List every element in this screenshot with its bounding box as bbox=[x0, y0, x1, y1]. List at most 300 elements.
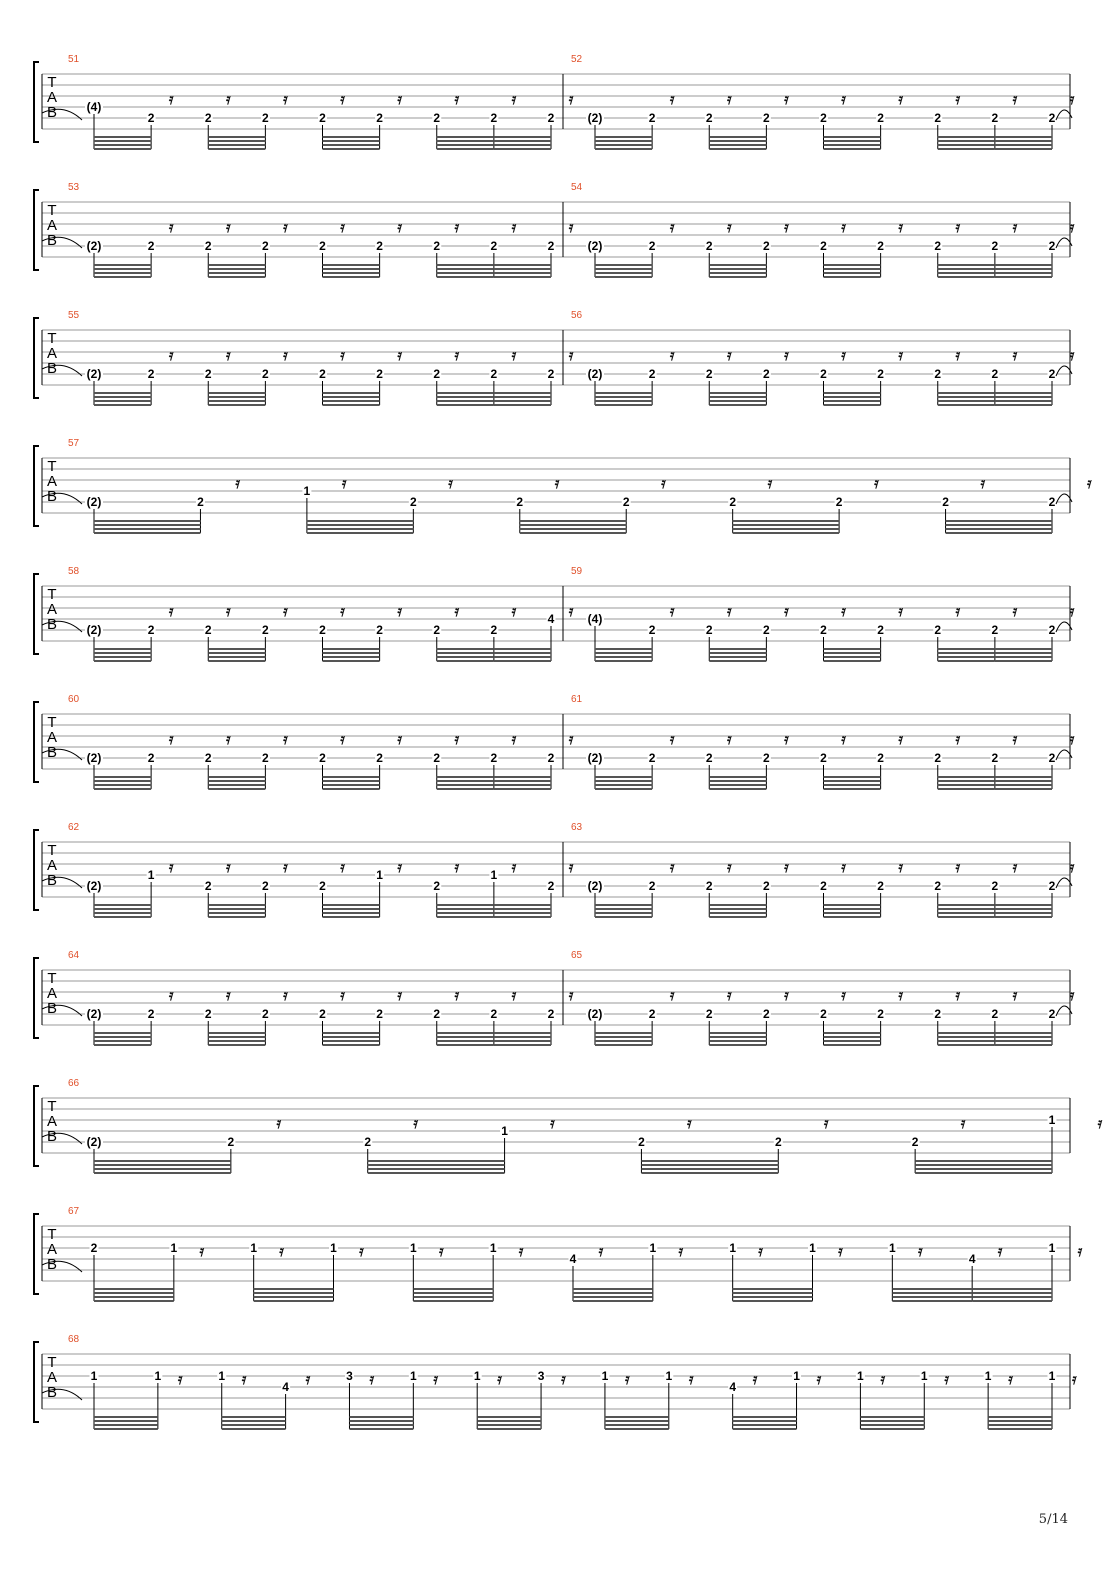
rest-symbol: 𝄿 bbox=[955, 602, 961, 620]
rest-symbol: 𝄿 bbox=[688, 1370, 694, 1388]
rest-symbol: 𝄿 bbox=[550, 1114, 555, 1132]
fret-number: 1 bbox=[218, 1369, 226, 1383]
rest-symbol: 𝄿 bbox=[752, 1370, 758, 1388]
rest-symbol: 𝄿 bbox=[898, 986, 903, 1004]
fret-number: 2 bbox=[433, 879, 441, 893]
rest-symbol: 𝄿 bbox=[898, 858, 903, 876]
fret-number: 2 bbox=[319, 879, 326, 893]
system-bracket bbox=[34, 958, 39, 1038]
fret-number: 2 bbox=[147, 367, 155, 381]
rest-symbol: 𝄿 bbox=[1008, 1370, 1013, 1388]
rest-symbol: 𝄿 bbox=[568, 730, 574, 748]
fret-number: 2 bbox=[648, 751, 656, 765]
measure-number: 54 bbox=[571, 182, 583, 193]
system-bracket bbox=[34, 702, 39, 782]
rest-symbol: 𝄿 bbox=[726, 986, 732, 1004]
fret-number: 2 bbox=[319, 1007, 326, 1021]
measure-number: 58 bbox=[68, 566, 80, 577]
tab-system bbox=[34, 310, 1075, 405]
fret-number: 2 bbox=[1048, 495, 1056, 509]
rest-symbol: 𝄿 bbox=[568, 90, 574, 108]
fret-number: 1 bbox=[90, 1369, 98, 1383]
rest-symbol: 𝄿 bbox=[340, 602, 345, 620]
rest-symbol: 𝄿 bbox=[784, 858, 789, 876]
rest-symbol: 𝄿 bbox=[687, 1114, 692, 1132]
fret-number: 2 bbox=[547, 367, 555, 381]
measure-number: 57 bbox=[68, 438, 80, 449]
rest-symbol: 𝄿 bbox=[397, 858, 402, 876]
rest-symbol: 𝄿 bbox=[511, 730, 517, 748]
rest-symbol: 𝄿 bbox=[448, 474, 453, 492]
rest-symbol: 𝄿 bbox=[1069, 602, 1075, 620]
rest-symbol: 𝄿 bbox=[225, 730, 231, 748]
tab-clef-letter: T bbox=[47, 1226, 57, 1243]
rest-symbol: 𝄿 bbox=[225, 858, 231, 876]
system-bracket bbox=[34, 1214, 39, 1294]
fret-number: 2 bbox=[547, 879, 555, 893]
rest-symbol: 𝄿 bbox=[454, 858, 460, 876]
rest-symbol: 𝄿 bbox=[340, 90, 345, 108]
rest-symbol: 𝄿 bbox=[955, 858, 961, 876]
system-bracket bbox=[34, 1086, 39, 1166]
fret-number: (4) bbox=[86, 100, 102, 114]
tab-system bbox=[34, 1078, 1103, 1173]
fret-number: 2 bbox=[820, 111, 827, 125]
fret-number: 4 bbox=[729, 1380, 737, 1394]
fret-number: 2 bbox=[376, 239, 383, 253]
fret-number: 2 bbox=[820, 751, 827, 765]
fret-number: 1 bbox=[170, 1241, 178, 1255]
rest-symbol: 𝄿 bbox=[1012, 218, 1018, 236]
tab-clef-letter: B bbox=[46, 872, 58, 889]
rest-symbol: 𝄿 bbox=[413, 1114, 418, 1132]
fret-number: (2) bbox=[587, 239, 603, 253]
fret-number: (2) bbox=[86, 495, 102, 509]
tab-clef-letter: T bbox=[47, 842, 57, 859]
fret-number: 2 bbox=[820, 367, 827, 381]
rest-symbol: 𝄿 bbox=[511, 986, 517, 1004]
rest-symbol: 𝄿 bbox=[841, 218, 846, 236]
fret-number: 2 bbox=[942, 495, 949, 509]
fret-number: (2) bbox=[587, 367, 603, 381]
fret-number: 2 bbox=[147, 239, 155, 253]
fret-number: 2 bbox=[820, 879, 827, 893]
fret-number: 2 bbox=[877, 111, 884, 125]
tab-clef-letter: B bbox=[46, 360, 58, 377]
rest-symbol: 𝄿 bbox=[841, 346, 846, 364]
fret-number: 2 bbox=[147, 1007, 155, 1021]
rest-symbol: 𝄿 bbox=[784, 218, 789, 236]
rest-symbol: 𝄿 bbox=[305, 1370, 311, 1388]
rest-symbol: 𝄿 bbox=[397, 90, 402, 108]
rest-symbol: 𝄿 bbox=[1069, 730, 1075, 748]
measure-number: 60 bbox=[68, 694, 80, 705]
rest-symbol: 𝄿 bbox=[241, 1370, 247, 1388]
rest-symbol: 𝄿 bbox=[838, 1242, 843, 1260]
measure-number: 63 bbox=[571, 822, 583, 833]
fret-number: 1 bbox=[1048, 1113, 1056, 1127]
rest-symbol: 𝄿 bbox=[225, 218, 231, 236]
rest-symbol: 𝄿 bbox=[397, 218, 402, 236]
rest-symbol: 𝄿 bbox=[1072, 1370, 1077, 1388]
fret-number: 2 bbox=[364, 1135, 372, 1149]
rest-symbol: 𝄿 bbox=[369, 1370, 375, 1388]
fret-number: 4 bbox=[968, 1252, 976, 1266]
fret-number: 4 bbox=[569, 1252, 577, 1266]
rest-symbol: 𝄿 bbox=[397, 346, 402, 364]
fret-number: 2 bbox=[991, 623, 999, 637]
rest-symbol: 𝄿 bbox=[276, 1114, 282, 1132]
rest-symbol: 𝄿 bbox=[823, 1114, 829, 1132]
rest-symbol: 𝄿 bbox=[1069, 346, 1075, 364]
fret-number: 2 bbox=[705, 879, 713, 893]
rest-symbol: 𝄿 bbox=[784, 602, 789, 620]
fret-number: 2 bbox=[204, 623, 212, 637]
fret-number: 2 bbox=[835, 495, 843, 509]
fret-number: 2 bbox=[877, 879, 884, 893]
tab-system bbox=[34, 1334, 1077, 1429]
tab-system bbox=[34, 694, 1075, 789]
rest-symbol: 𝄿 bbox=[454, 90, 460, 108]
rest-symbol: 𝄿 bbox=[1069, 90, 1075, 108]
fret-number: 2 bbox=[262, 111, 269, 125]
rest-symbol: 𝄿 bbox=[661, 474, 666, 492]
fret-number: 2 bbox=[1048, 623, 1056, 637]
fret-number: 2 bbox=[911, 1135, 919, 1149]
rest-symbol: 𝄿 bbox=[1012, 858, 1018, 876]
rest-symbol: 𝄿 bbox=[1012, 346, 1018, 364]
rest-symbol: 𝄿 bbox=[980, 474, 986, 492]
system-bracket bbox=[34, 830, 39, 910]
rest-symbol: 𝄿 bbox=[568, 986, 574, 1004]
rest-symbol: 𝄿 bbox=[944, 1370, 949, 1388]
rest-symbol: 𝄿 bbox=[726, 218, 732, 236]
rest-symbol: 𝄿 bbox=[454, 730, 460, 748]
rest-symbol: 𝄿 bbox=[669, 730, 675, 748]
fret-number: 2 bbox=[319, 239, 326, 253]
fret-number: 1 bbox=[489, 1241, 497, 1255]
rest-symbol: 𝄿 bbox=[678, 1242, 684, 1260]
rest-symbol: 𝄿 bbox=[225, 346, 231, 364]
fret-number: 2 bbox=[262, 239, 269, 253]
tab-clef-letter: T bbox=[47, 970, 57, 987]
tab-clef-letter: A bbox=[46, 473, 58, 490]
rest-symbol: 𝄿 bbox=[726, 602, 732, 620]
rest-symbol: 𝄿 bbox=[283, 730, 288, 748]
fret-number: 2 bbox=[991, 879, 999, 893]
fret-number: 2 bbox=[376, 367, 383, 381]
fret-number: 2 bbox=[934, 367, 942, 381]
rest-symbol: 𝄿 bbox=[433, 1370, 438, 1388]
fret-number: 2 bbox=[147, 623, 155, 637]
fret-number: (2) bbox=[86, 879, 102, 893]
fret-number: 2 bbox=[877, 751, 884, 765]
fret-number: 2 bbox=[204, 111, 212, 125]
fret-number: 2 bbox=[409, 495, 417, 509]
fret-number: 1 bbox=[154, 1369, 162, 1383]
rest-symbol: 𝄿 bbox=[168, 218, 174, 236]
fret-number: 2 bbox=[262, 623, 269, 637]
rest-symbol: 𝄿 bbox=[168, 730, 174, 748]
rest-symbol: 𝄿 bbox=[225, 986, 231, 1004]
fret-number: 2 bbox=[516, 495, 524, 509]
tab-clef-letter: B bbox=[46, 1384, 58, 1401]
fret-number: 1 bbox=[376, 868, 383, 882]
rest-symbol: 𝄿 bbox=[168, 346, 174, 364]
rest-symbol: 𝄿 bbox=[340, 986, 345, 1004]
tab-clef-letter: T bbox=[47, 202, 57, 219]
fret-number: 2 bbox=[648, 111, 656, 125]
fret-number: 1 bbox=[409, 1241, 417, 1255]
rest-symbol: 𝄿 bbox=[898, 346, 903, 364]
fret-number: 2 bbox=[991, 367, 999, 381]
rest-symbol: 𝄿 bbox=[454, 346, 460, 364]
fret-number: 2 bbox=[376, 111, 383, 125]
rest-symbol: 𝄿 bbox=[898, 602, 903, 620]
fret-number: 2 bbox=[877, 623, 884, 637]
fret-number: 2 bbox=[204, 367, 212, 381]
rest-symbol: 𝄿 bbox=[726, 346, 732, 364]
fret-number: 1 bbox=[490, 868, 498, 882]
fret-number: (2) bbox=[86, 367, 102, 381]
measure-number: 62 bbox=[68, 822, 80, 833]
fret-number: 2 bbox=[490, 111, 498, 125]
fret-number: 2 bbox=[705, 1007, 713, 1021]
rest-symbol: 𝄿 bbox=[568, 858, 574, 876]
fret-number: 2 bbox=[433, 367, 441, 381]
fret-number: 2 bbox=[763, 239, 770, 253]
tab-clef-letter: A bbox=[46, 857, 58, 874]
tab-system bbox=[34, 438, 1092, 533]
rest-symbol: 𝄿 bbox=[283, 90, 288, 108]
fret-number: 2 bbox=[490, 367, 498, 381]
rest-symbol: 𝄿 bbox=[454, 218, 460, 236]
fret-number: 2 bbox=[204, 239, 212, 253]
fret-number: 2 bbox=[622, 495, 630, 509]
tab-clef-letter: T bbox=[47, 458, 57, 475]
fret-number: 2 bbox=[376, 623, 383, 637]
rest-symbol: 𝄿 bbox=[454, 986, 460, 1004]
rest-symbol: 𝄿 bbox=[1077, 1242, 1083, 1260]
fret-number: 2 bbox=[490, 623, 498, 637]
rest-symbol: 𝄿 bbox=[726, 858, 732, 876]
fret-number: 1 bbox=[857, 1369, 864, 1383]
fret-number: 3 bbox=[537, 1369, 545, 1383]
fret-number: 2 bbox=[490, 239, 498, 253]
rest-symbol: 𝄿 bbox=[841, 90, 846, 108]
rest-symbol: 𝄿 bbox=[960, 1114, 966, 1132]
fret-number: 2 bbox=[262, 879, 269, 893]
rest-symbol: 𝄿 bbox=[341, 474, 347, 492]
fret-number: 3 bbox=[346, 1369, 353, 1383]
fret-number: 2 bbox=[1048, 239, 1056, 253]
fret-number: 2 bbox=[319, 367, 326, 381]
fret-number: 2 bbox=[877, 1007, 884, 1021]
measure-number: 56 bbox=[571, 310, 583, 321]
rest-symbol: 𝄿 bbox=[340, 346, 345, 364]
fret-number: 2 bbox=[204, 879, 212, 893]
rest-symbol: 𝄿 bbox=[199, 1242, 205, 1260]
rest-symbol: 𝄿 bbox=[225, 602, 231, 620]
rest-symbol: 𝄿 bbox=[568, 218, 574, 236]
rest-symbol: 𝄿 bbox=[283, 602, 288, 620]
fret-number: 2 bbox=[934, 879, 942, 893]
rest-symbol: 𝄿 bbox=[340, 730, 345, 748]
rest-symbol: 𝄿 bbox=[1012, 730, 1018, 748]
rest-symbol: 𝄿 bbox=[225, 90, 231, 108]
fret-number: 4 bbox=[282, 1380, 289, 1394]
tab-clef-letter: B bbox=[46, 744, 58, 761]
rest-symbol: 𝄿 bbox=[177, 1370, 183, 1388]
rest-symbol: 𝄿 bbox=[955, 218, 961, 236]
fret-number: 2 bbox=[1048, 111, 1056, 125]
fret-number: 2 bbox=[490, 751, 498, 765]
rest-symbol: 𝄿 bbox=[997, 1242, 1003, 1260]
rest-symbol: 𝄿 bbox=[784, 90, 789, 108]
rest-symbol: 𝄿 bbox=[955, 730, 961, 748]
rest-symbol: 𝄿 bbox=[168, 858, 174, 876]
rest-symbol: 𝄿 bbox=[235, 474, 240, 492]
fret-number: 1 bbox=[501, 1124, 508, 1138]
fret-number: 2 bbox=[433, 1007, 441, 1021]
fret-number: 2 bbox=[433, 239, 441, 253]
tab-clef-letter: B bbox=[46, 232, 58, 249]
tab-clef-letter: A bbox=[46, 985, 58, 1002]
tab-clef-letter: A bbox=[46, 729, 58, 746]
rest-symbol: 𝄿 bbox=[283, 346, 288, 364]
fret-number: 2 bbox=[547, 111, 555, 125]
rest-symbol: 𝄿 bbox=[726, 90, 732, 108]
rest-symbol: 𝄿 bbox=[1086, 474, 1092, 492]
tab-clef-letter: T bbox=[47, 1354, 57, 1371]
fret-number: 1 bbox=[793, 1369, 800, 1383]
fret-number: 2 bbox=[934, 751, 942, 765]
tab-clef-letter: B bbox=[46, 616, 58, 633]
fret-number: 2 bbox=[547, 1007, 555, 1021]
fret-number: 2 bbox=[319, 623, 326, 637]
fret-number: (4) bbox=[587, 612, 603, 626]
tab-clef-letter: A bbox=[46, 1113, 58, 1130]
fret-number: 1 bbox=[729, 1241, 737, 1255]
fret-number: 2 bbox=[319, 751, 326, 765]
measure-number: 64 bbox=[68, 950, 80, 961]
fret-number: 2 bbox=[1048, 1007, 1056, 1021]
rest-symbol: 𝄿 bbox=[397, 730, 402, 748]
rest-symbol: 𝄿 bbox=[1069, 986, 1075, 1004]
fret-number: 2 bbox=[763, 111, 770, 125]
rest-symbol: 𝄿 bbox=[511, 602, 517, 620]
rest-symbol: 𝄿 bbox=[669, 218, 675, 236]
fret-number: (2) bbox=[86, 751, 102, 765]
tab-system bbox=[34, 1206, 1083, 1301]
rest-symbol: 𝄿 bbox=[841, 602, 846, 620]
fret-number: 1 bbox=[601, 1369, 609, 1383]
measure-number: 67 bbox=[68, 1206, 80, 1217]
rest-symbol: 𝄿 bbox=[279, 1242, 284, 1260]
rest-symbol: 𝄿 bbox=[880, 1370, 886, 1388]
fret-number: 2 bbox=[648, 879, 656, 893]
fret-number: (2) bbox=[86, 1007, 102, 1021]
fret-number: 2 bbox=[705, 239, 713, 253]
fret-number: 2 bbox=[820, 1007, 827, 1021]
rest-symbol: 𝄿 bbox=[598, 1242, 604, 1260]
rest-symbol: 𝄿 bbox=[1012, 986, 1018, 1004]
fret-number: 2 bbox=[433, 623, 441, 637]
rest-symbol: 𝄿 bbox=[898, 730, 903, 748]
fret-number: 2 bbox=[1048, 879, 1056, 893]
tab-clef-letter: T bbox=[47, 1098, 57, 1115]
measure-number: 51 bbox=[68, 54, 80, 65]
rest-symbol: 𝄿 bbox=[898, 218, 903, 236]
tab-clef-letter: T bbox=[47, 714, 57, 731]
rest-symbol: 𝄿 bbox=[758, 1242, 763, 1260]
fret-number: 2 bbox=[638, 1135, 645, 1149]
rest-symbol: 𝄿 bbox=[669, 602, 675, 620]
rest-symbol: 𝄿 bbox=[168, 986, 174, 1004]
rest-symbol: 𝄿 bbox=[568, 346, 574, 364]
tab-clef-letter: T bbox=[47, 74, 57, 91]
fret-number: 1 bbox=[409, 1369, 417, 1383]
fret-number: 1 bbox=[473, 1369, 481, 1383]
fret-number: 2 bbox=[763, 751, 770, 765]
fret-number: 2 bbox=[934, 111, 942, 125]
fret-number: 2 bbox=[991, 239, 999, 253]
rest-symbol: 𝄿 bbox=[340, 858, 345, 876]
rest-symbol: 𝄿 bbox=[511, 218, 517, 236]
tab-clef-letter: B bbox=[46, 104, 58, 121]
rest-symbol: 𝄿 bbox=[767, 474, 773, 492]
rest-symbol: 𝄿 bbox=[669, 858, 675, 876]
measure-number: 55 bbox=[68, 310, 80, 321]
rest-symbol: 𝄿 bbox=[340, 218, 345, 236]
fret-number: (2) bbox=[587, 751, 603, 765]
rest-symbol: 𝄿 bbox=[438, 1242, 444, 1260]
rest-symbol: 𝄿 bbox=[955, 986, 961, 1004]
fret-number: 2 bbox=[991, 1007, 999, 1021]
rest-symbol: 𝄿 bbox=[917, 1242, 923, 1260]
measure-number: 53 bbox=[68, 182, 80, 193]
tab-system bbox=[34, 950, 1075, 1045]
fret-number: 1 bbox=[250, 1241, 258, 1255]
rest-symbol: 𝄿 bbox=[784, 730, 789, 748]
rest-symbol: 𝄿 bbox=[955, 90, 961, 108]
rest-symbol: 𝄿 bbox=[841, 986, 846, 1004]
fret-number: 2 bbox=[433, 751, 441, 765]
fret-number: 2 bbox=[1048, 751, 1056, 765]
tab-clef-letter: A bbox=[46, 1369, 58, 1386]
measure-number: 52 bbox=[571, 54, 583, 65]
fret-number: 2 bbox=[197, 495, 204, 509]
fret-number: 2 bbox=[763, 1007, 770, 1021]
tab-system bbox=[34, 54, 1075, 149]
fret-number: 2 bbox=[648, 623, 656, 637]
system-bracket bbox=[34, 574, 39, 654]
fret-number: 2 bbox=[877, 367, 884, 381]
system-bracket bbox=[34, 446, 39, 526]
fret-number: 2 bbox=[877, 239, 884, 253]
rest-symbol: 𝄿 bbox=[1097, 1114, 1103, 1132]
rest-symbol: 𝄿 bbox=[454, 602, 460, 620]
rest-symbol: 𝄿 bbox=[554, 474, 560, 492]
fret-number: 2 bbox=[204, 751, 212, 765]
tab-system bbox=[34, 566, 1075, 661]
fret-number: 2 bbox=[376, 1007, 383, 1021]
fret-number: 2 bbox=[262, 367, 269, 381]
rest-symbol: 𝄿 bbox=[283, 986, 288, 1004]
rest-symbol: 𝄿 bbox=[955, 346, 961, 364]
fret-number: 2 bbox=[934, 239, 942, 253]
rest-symbol: 𝄿 bbox=[283, 858, 288, 876]
